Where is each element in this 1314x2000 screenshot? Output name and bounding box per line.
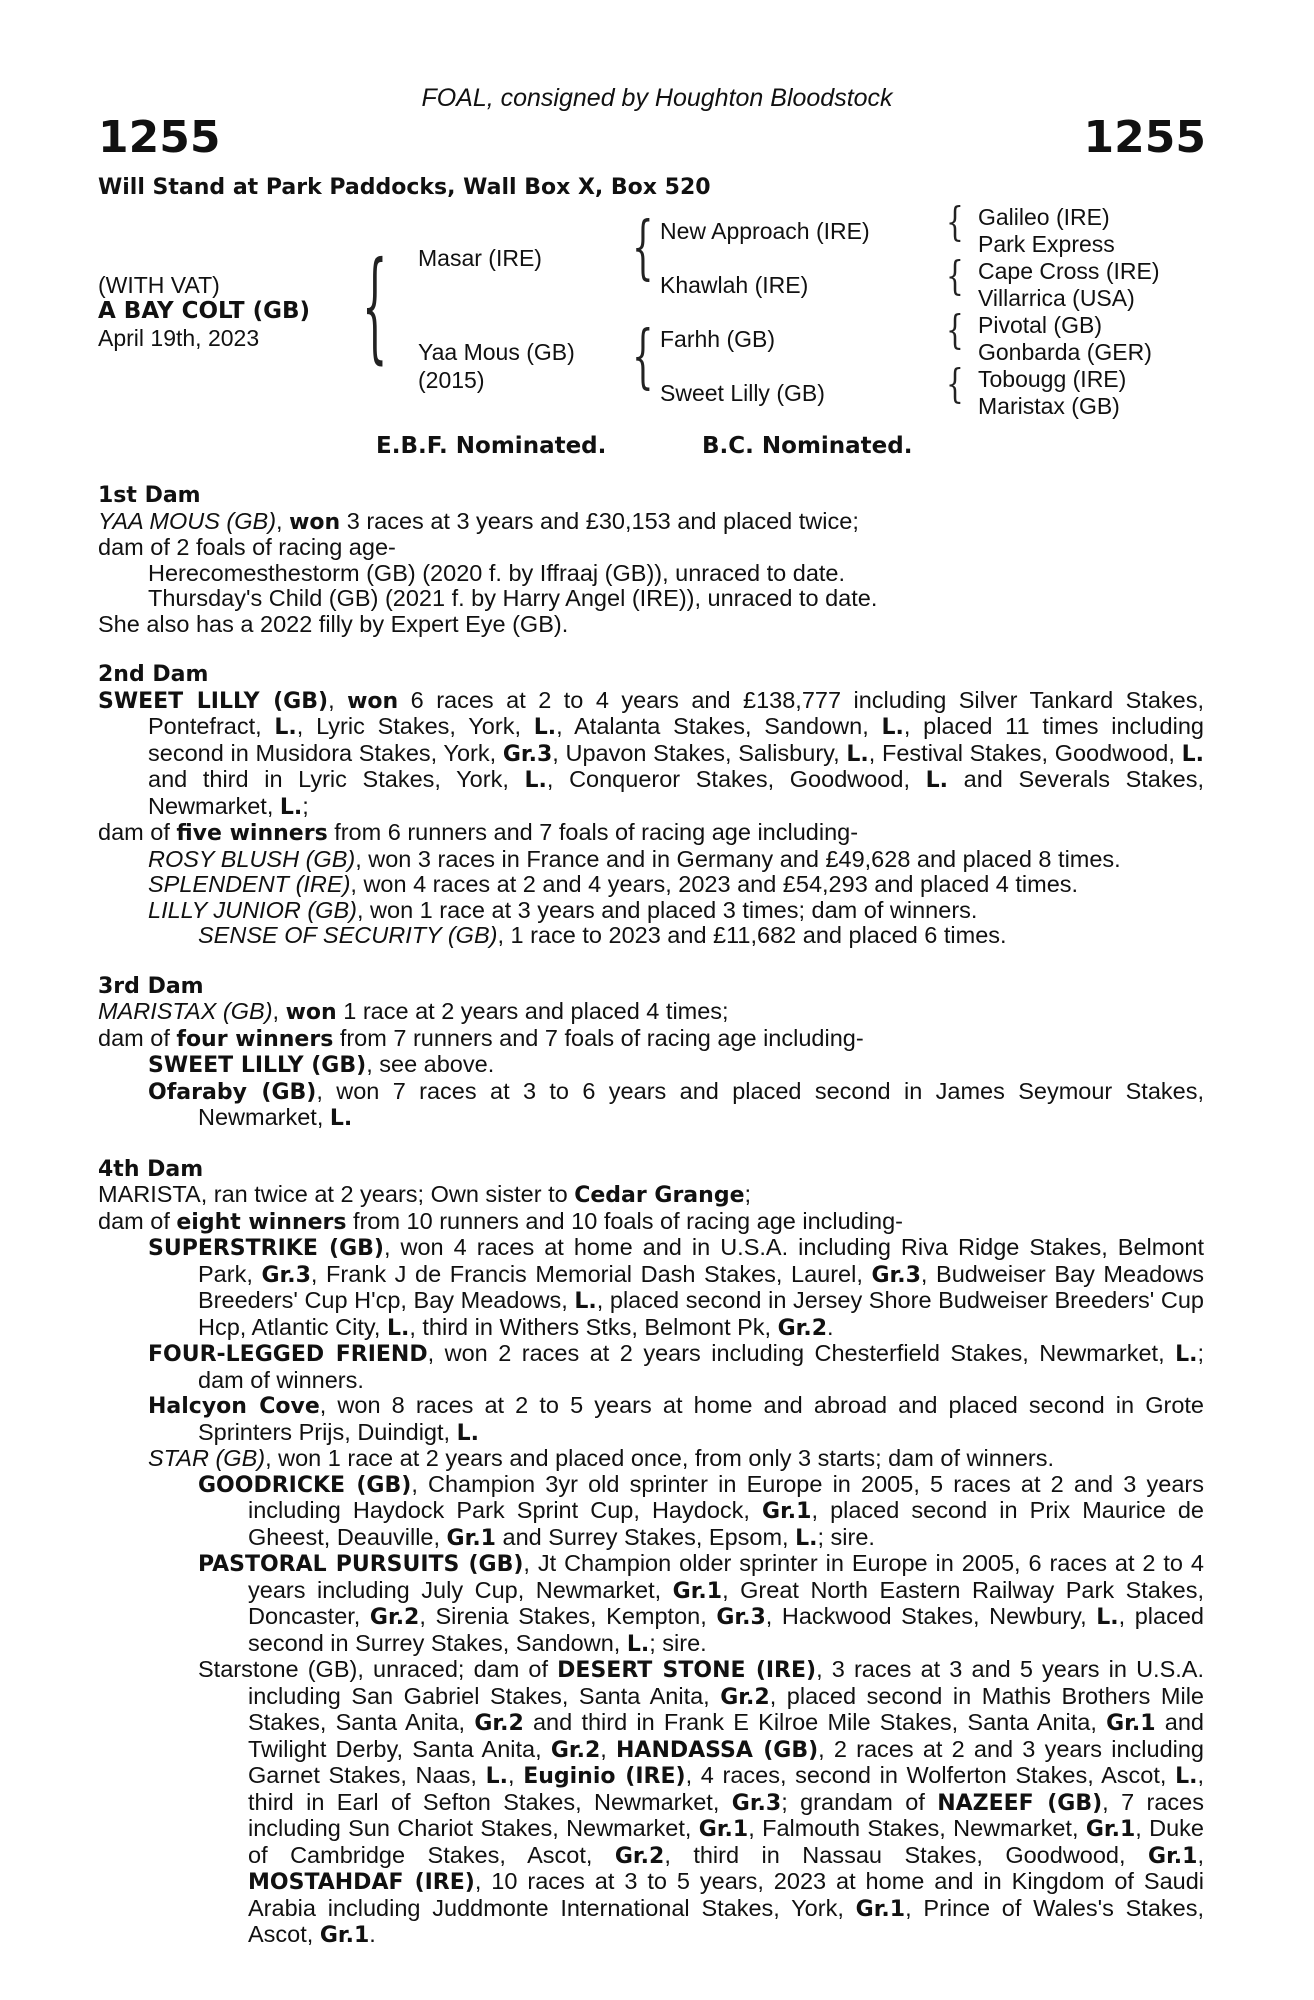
runs: Gr.2 <box>474 1711 524 1736</box>
runs: , 7 races including Sun Chariot Stakes, Newmarket, <box>248 1788 1205 1841</box>
runs: , placed second in Prix Maurice de Gheest, Deauville, <box>248 1497 1205 1550</box>
runs: , won 1 race at 2 years and placed once, from only 3 starts; dam of winners. <box>265 1445 1055 1471</box>
dam-sire: Farhh (GB) <box>660 326 776 352</box>
fourth-dam-record <box>98 1182 1204 1209</box>
runs: NAZEEF (GB) <box>937 1790 1103 1816</box>
runs: five winners <box>176 821 328 846</box>
separator: , <box>276 507 290 534</box>
runs: Gr.3 <box>871 1262 921 1288</box>
offspring-goodricke <box>98 1472 1204 1552</box>
runs: Gr.2 <box>777 1315 828 1341</box>
won-label: won <box>289 509 341 535</box>
gen3-4: Villarrica (USA) <box>978 285 1135 311</box>
runs: L. <box>456 1420 479 1446</box>
foals-line: dam of 2 foals of racing age- <box>98 534 396 560</box>
runs: , 3 races at 3 and 5 years in U.S.A. including San Gabriel Stakes, Santa Anita, <box>248 1656 1204 1709</box>
runs: , Hackwood Stakes, Newbury, <box>765 1603 1097 1629</box>
runs: GOODRICKE (GB) <box>198 1472 412 1498</box>
runs: , Atalanta Stakes, Sandown, <box>556 713 882 739</box>
runs: MARISTAX (GB) <box>98 998 273 1024</box>
runs: won <box>285 1000 337 1025</box>
runs: , won 2 races at 2 years including Chesterfield Stakes, Newmarket, <box>427 1340 1176 1366</box>
offspring-lilly-junior <box>98 898 1204 924</box>
runs: Gr.1 <box>1148 1843 1198 1869</box>
runs: from 10 runners and 10 foals of racing age including- <box>346 1207 903 1234</box>
foal-2: Thursday's Child (GB) (2021 f. by Harry Angel (IRE)), unraced to date. <box>148 585 878 611</box>
gen3-6: Gonbarda (GER) <box>978 339 1152 365</box>
runs: , Conqueror Stakes, Goodwood, <box>546 766 926 792</box>
runs: from 7 runners and 7 foals of racing age including- <box>333 1024 864 1051</box>
third-dam-produce <box>98 1026 1204 1053</box>
runs: L. <box>795 1525 818 1551</box>
pedigree-brace: { <box>362 239 388 377</box>
runs: , Duke of Cambridge Stakes, Ascot, <box>248 1815 1204 1868</box>
runs: , third in Earl of Sefton Stakes, Newmarket, <box>248 1762 1204 1815</box>
offspring-ofaraby <box>98 1079 1204 1132</box>
runs: , Great North Eastern Railway Park Stakes, Doncaster, <box>248 1576 1204 1629</box>
consignment-line: FOAL, consigned by Houghton Bloodstock <box>421 84 893 112</box>
runs: , won 7 races at 3 to 6 years and placed second in James Seymour Stakes, Newmarket, <box>198 1077 1204 1130</box>
runs: , <box>600 1735 617 1762</box>
runs: , <box>272 998 286 1024</box>
runs: . <box>369 1921 376 1947</box>
runs: , Upavon Stakes, Salisbury, <box>552 739 847 766</box>
dam-name: YAA MOUS (GB) <box>98 507 277 534</box>
runs: and Severals Stakes, Newmarket, <box>148 766 1204 819</box>
runs: ; sire. <box>817 1523 875 1550</box>
runs: , won 4 races at 2 and 4 years, 2023 and £54,293 and placed 4 times. <box>350 871 1079 897</box>
runs: Gr.1 <box>672 1578 723 1604</box>
runs: Starstone (GB), unraced; dam of <box>198 1656 558 1682</box>
runs: Gr.1 <box>319 1923 370 1948</box>
runs: L. <box>1175 1342 1198 1367</box>
runs: HANDASSA (GB) <box>616 1737 819 1763</box>
runs: , placed 11 times including second in Musidora Stakes, York, <box>148 713 1204 766</box>
offspring-rosy-blush <box>98 847 1204 873</box>
runs: four winners <box>176 1026 334 1052</box>
sire-dam: Khawlah (IRE) <box>660 272 809 298</box>
offspring-sense-of-security <box>98 923 1204 949</box>
fourth-dam-heading: 4th Dam <box>98 1156 204 1182</box>
runs: from 6 runners and 7 foals of racing age including- <box>327 819 859 845</box>
horse-name: A BAY COLT (GB) <box>98 298 311 324</box>
runs: MARISTA, ran twice at 2 years; Own sister to <box>98 1181 575 1207</box>
runs: , Budweiser Bay Meadows Breeders' Cup H'cp, Bay Meadows, <box>198 1260 1204 1313</box>
runs: L. <box>881 715 904 740</box>
fourth-dam-produce <box>98 1209 1204 1236</box>
runs: Ofaraby (GB) <box>148 1079 317 1105</box>
ebf-nomination: E.B.F. Nominated. <box>376 433 607 459</box>
runs: Gr.1 <box>762 1499 812 1524</box>
first-dam-section <box>98 483 1204 637</box>
gen3-brace-1: { <box>946 197 964 246</box>
dam-record-text: 3 races at 3 years and £30,153 and placed twice; <box>340 507 859 534</box>
runs: , Sirenia Stakes, Kempton, <box>419 1603 717 1629</box>
gen3-brace-4: { <box>946 359 964 408</box>
offspring-four-legged-friend <box>98 1341 1204 1393</box>
runs: and Surrey Stakes, Epsom, <box>495 1523 796 1550</box>
runs: , <box>508 1762 524 1788</box>
runs: and Twilight Derby, Santa Anita, <box>248 1709 1204 1762</box>
runs: L. <box>533 715 557 740</box>
runs: , placed second in Mathis Brothers Mile Stakes, Santa Anita, <box>248 1682 1204 1735</box>
foal-1: Herecomesthestorm (GB) (2020 f. by Iffraaj (GB)), unraced to date. <box>148 559 846 586</box>
runs: , Falmouth Stakes, Newmarket, <box>748 1815 1086 1841</box>
runs: PASTORAL PURSUITS (GB) <box>198 1552 524 1577</box>
runs: eight winners <box>176 1209 347 1235</box>
runs: 6 races at 2 to 4 years and £138,777 including Silver Tankard Stakes, Pontefract, <box>148 686 1205 739</box>
gen3-1: Galileo (IRE) <box>978 204 1110 230</box>
runs: , Champion 3yr old sprinter in Europe in 2005, 5 races at 2 and 3 years including Haydock Park Sprint Cup, Haydock, <box>248 1470 1204 1523</box>
runs: SUPERSTRIKE (GB) <box>148 1236 384 1261</box>
sire: Masar (IRE) <box>418 245 542 271</box>
runs: , won 4 races at home and in U.S.A. including Riva Ridge Stakes, Belmont Park, <box>198 1234 1205 1287</box>
runs: Gr.1 <box>1106 1711 1156 1736</box>
runs: Gr.1 <box>698 1817 749 1842</box>
second-dam-produce <box>98 820 1204 847</box>
runs: , 4 races, second in Wolferton Stakes, Ascot, <box>685 1762 1176 1788</box>
fourth-dam-section <box>98 1157 1204 1949</box>
runs: L. <box>329 1106 353 1131</box>
runs: ; grandam of <box>781 1788 938 1815</box>
runs: FOUR-LEGGED FRIEND <box>148 1342 428 1367</box>
runs: L. <box>524 768 547 793</box>
runs: , won 3 races in France and in Germany and £49,628 and placed 8 times. <box>355 845 1121 872</box>
runs: LILLY JUNIOR (GB) <box>148 896 357 923</box>
offspring-starstone <box>98 1657 1204 1949</box>
runs: . <box>827 1313 834 1340</box>
runs: won <box>347 688 399 714</box>
runs: SWEET LILLY (GB) <box>98 688 329 714</box>
runs: dam of <box>98 1207 177 1234</box>
runs: Cedar Grange <box>574 1183 745 1208</box>
runs: SENSE OF SECURITY (GB) <box>198 922 498 948</box>
runs: Gr.1 <box>855 1896 906 1922</box>
runs: L. <box>846 741 869 767</box>
dam-dam: Sweet Lilly (GB) <box>660 380 825 406</box>
foal-note: She also has a 2022 filly by Expert Eye (GB). <box>98 610 569 637</box>
runs: dam of <box>98 1024 177 1051</box>
stand-location: Will Stand at Park Paddocks, Wall Box X, Box 520 <box>98 175 711 200</box>
dam: Yaa Mous (GB) <box>418 339 575 365</box>
gen3-7: Tobougg (IRE) <box>978 366 1127 392</box>
runs: Gr.2 <box>720 1684 770 1710</box>
runs: , <box>1197 1841 1204 1868</box>
runs: L. <box>925 768 949 793</box>
runs: dam of <box>98 819 177 845</box>
runs: L. <box>1175 1764 1198 1789</box>
runs: and third in Frank E Kilroe Mile Stakes, Santa Anita, <box>523 1709 1107 1735</box>
runs: Gr.3 <box>716 1605 766 1630</box>
runs: ; sire. <box>649 1629 707 1656</box>
runs: L. <box>386 1315 410 1341</box>
runs: L. <box>279 794 303 820</box>
runs: , won 8 races at 2 to 5 years at home and abroad and placed second in Grote Sprinters Prijs, Duindigt, <box>198 1392 1204 1445</box>
runs: Gr.2 <box>369 1605 420 1630</box>
third-dam-section <box>98 974 1204 1132</box>
runs: L. <box>1096 1605 1119 1630</box>
runs: Euginio (IRE) <box>523 1764 686 1789</box>
runs: , Frank J de Francis Memorial Dash Stakes, Laurel, <box>310 1260 872 1287</box>
gen3-2: Park Express <box>978 231 1115 257</box>
runs: , placed second in Jersey Shore Budweiser Breeders' Cup Hcp, Atlantic City, <box>198 1287 1204 1340</box>
offspring-sweet-lilly <box>98 1052 1204 1079</box>
catalogue-body <box>98 483 1204 1949</box>
runs: L. <box>274 715 297 740</box>
lot-number-right: 1255 <box>1083 112 1206 163</box>
dam-brace: { <box>632 315 654 398</box>
bc-nomination: B.C. Nominated. <box>702 433 913 459</box>
gen3-brace-3: { <box>946 305 964 354</box>
runs: , placed second in Surrey Stakes, Sandown, <box>248 1603 1204 1656</box>
lot-number-left: 1255 <box>98 112 221 163</box>
runs: SPLENDENT (IRE) <box>148 871 351 897</box>
runs: DESERT STONE (IRE) <box>557 1658 817 1683</box>
runs: ; <box>744 1181 752 1207</box>
vat-note: (WITH VAT) <box>98 272 220 298</box>
second-dam-record <box>98 688 1204 821</box>
offspring-superstrike <box>98 1235 1204 1341</box>
runs: , <box>328 686 348 713</box>
runs: and third in Lyric Stakes, York, <box>148 766 525 792</box>
runs: Gr.1 <box>446 1525 496 1551</box>
runs: MOSTAHDAF (IRE) <box>248 1870 475 1895</box>
runs: , Lyric Stakes, York, <box>296 713 534 739</box>
runs: 1 race at 2 years and placed 4 times; <box>336 998 729 1024</box>
runs: Gr.2 <box>550 1737 601 1763</box>
gen3-3: Cape Cross (IRE) <box>978 258 1160 284</box>
first-dam-record <box>98 509 1204 536</box>
runs: , 1 race to 2023 and £11,682 and placed 6 times. <box>497 922 1007 948</box>
gen3-5: Pivotal (GB) <box>978 312 1102 338</box>
runs: Halcyon Cove <box>148 1394 320 1419</box>
dam-year: (2015) <box>418 367 485 393</box>
runs: , 2 races at 2 and 3 years including Garnet Stakes, Naas, <box>248 1735 1204 1788</box>
runs: , third in Nassau Stakes, Goodwood, <box>664 1841 1149 1868</box>
runs: L. <box>626 1631 650 1657</box>
runs: L. <box>574 1289 597 1314</box>
runs: , Festival Stakes, Goodwood, <box>868 739 1182 766</box>
runs: L. <box>1181 741 1204 767</box>
runs: , 10 races at 3 to 5 years, 2023 at home and in Kingdom of Saudi Arabia including Juddmonte International Stakes, York, <box>248 1868 1204 1921</box>
runs: ROSY BLUSH (GB) <box>148 845 356 872</box>
runs: Gr.3 <box>731 1790 782 1816</box>
offspring-pastoral-pursuits <box>98 1551 1204 1657</box>
runs: , third in Withers Stks, Belmont Pk, <box>409 1313 778 1340</box>
offspring-halcyon-cove <box>98 1393 1204 1446</box>
horse-dob: April 19th, 2023 <box>98 325 260 351</box>
sire-sire: New Approach (IRE) <box>660 218 870 244</box>
first-dam-heading: 1st Dam <box>98 483 201 508</box>
second-dam-heading: 2nd Dam <box>98 662 209 687</box>
second-dam-section <box>98 662 1204 949</box>
gen3-brace-2: { <box>946 251 964 300</box>
gen3-8: Maristax (GB) <box>978 393 1120 419</box>
runs: L. <box>485 1764 508 1789</box>
runs: ; dam of winners. <box>198 1340 1204 1393</box>
sire-brace: { <box>632 206 654 289</box>
runs: ; <box>302 792 309 819</box>
runs: Gr.1 <box>1085 1817 1136 1842</box>
runs: , Prince of Wales's Stakes, Ascot, <box>248 1894 1204 1947</box>
runs: Gr.3 <box>502 741 553 767</box>
runs: Gr.3 <box>261 1262 311 1288</box>
third-dam-heading: 3rd Dam <box>98 973 204 999</box>
offspring-splendent <box>98 872 1204 898</box>
offspring-star <box>98 1446 1204 1472</box>
third-dam-record <box>98 999 1204 1026</box>
runs: STAR (GB) <box>148 1445 266 1471</box>
runs: , Jt Champion older sprinter in Europe in 2005, 6 races at 2 to 4 years including July Cup, Newmarket, <box>248 1550 1204 1603</box>
runs: , won 1 race at 3 years and placed 3 times; dam of winners. <box>356 896 978 923</box>
runs: SWEET LILLY (GB) <box>148 1053 367 1078</box>
runs: , see above. <box>366 1051 495 1077</box>
runs: Gr.2 <box>614 1843 665 1869</box>
